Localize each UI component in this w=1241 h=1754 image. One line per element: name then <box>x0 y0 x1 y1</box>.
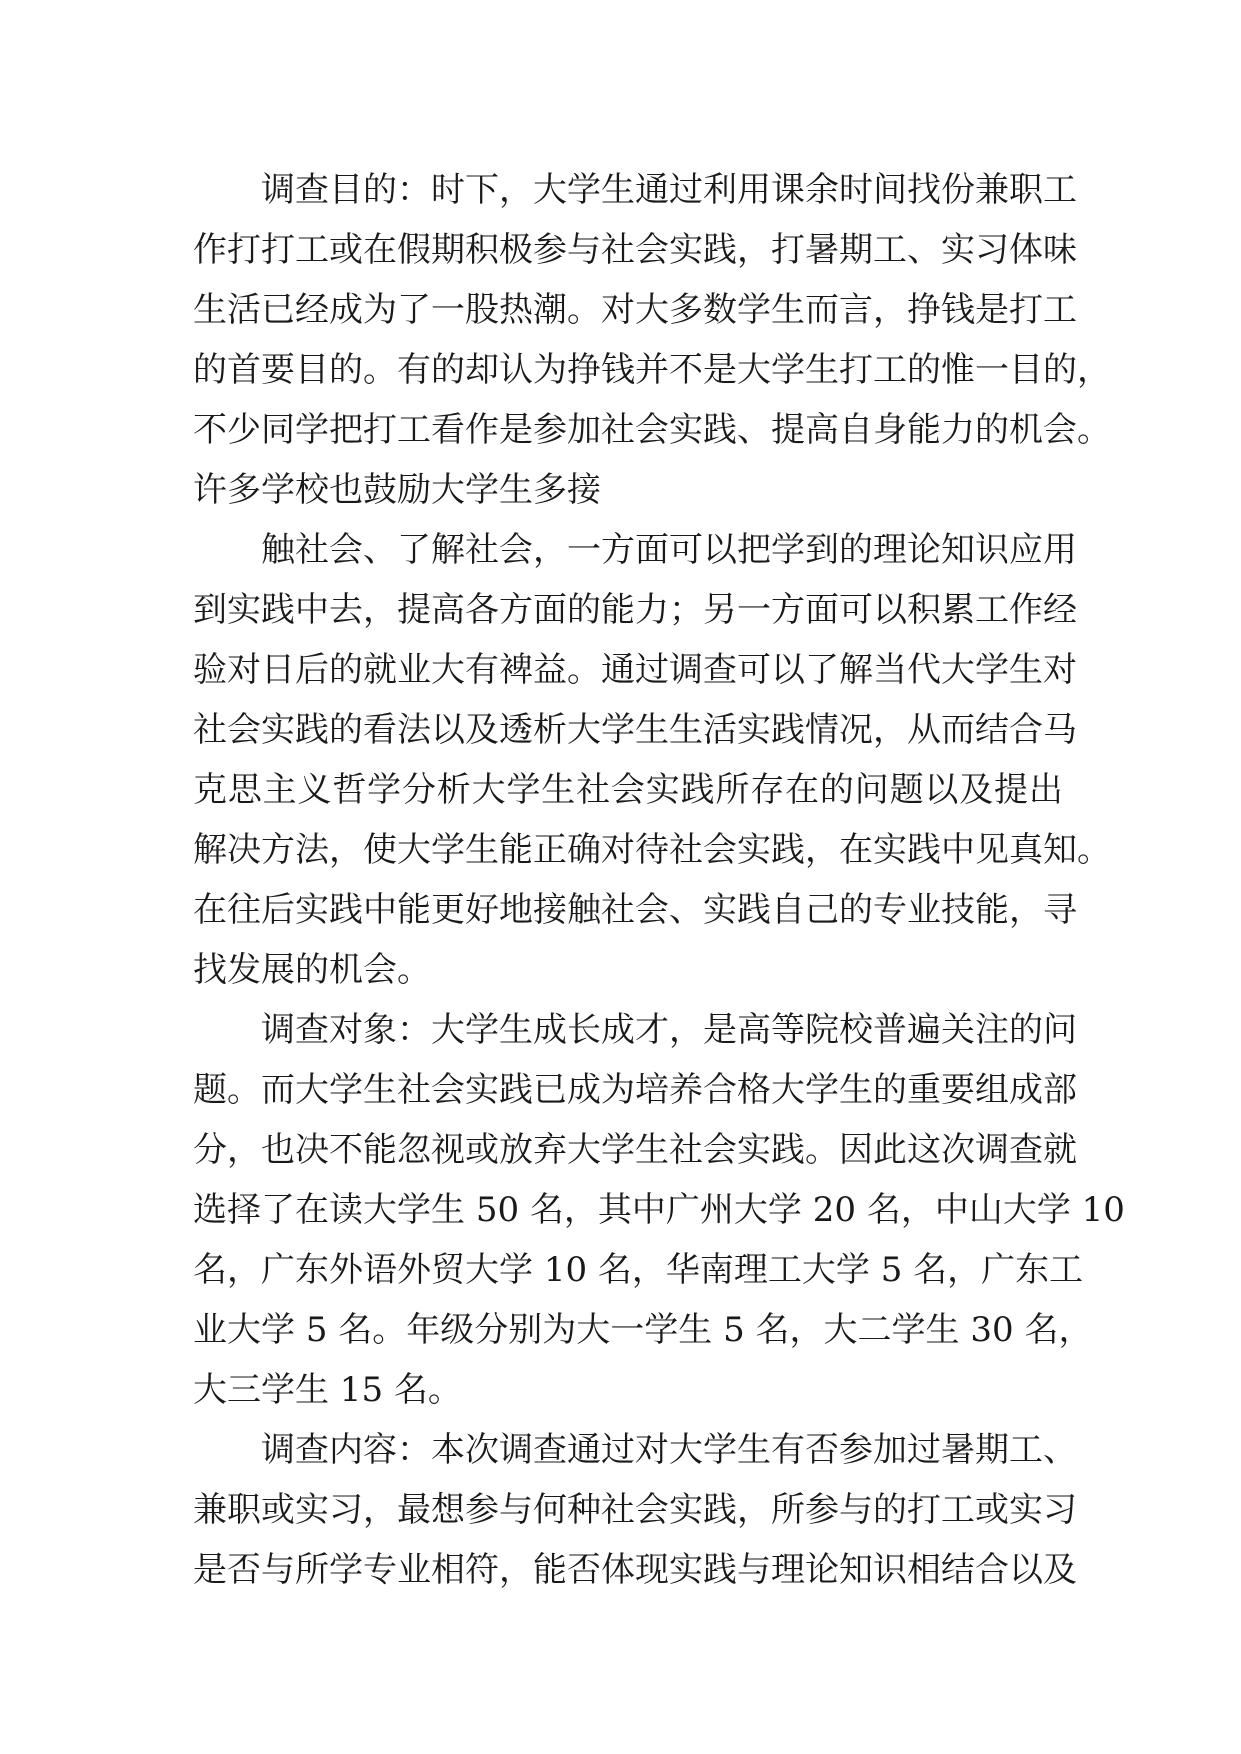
text-line: 解 决 方 法 ， 使 大 学 生 能 正 确 对 待 社 会 实 践 ， 在 实 践 中 见 真 知 。 <box>193 830 1111 870</box>
text-line: 找发展的机会。 <box>193 950 431 990</box>
paragraph-content <box>193 1420 1077 1600</box>
text-line: 是 否 与 所 学 专 业 相 符 ， 能 否 体 现 实 践 与 理 论 知 识 相 结 合 以 及 <box>193 1550 1077 1590</box>
paragraph-subjects <box>193 1000 1125 1420</box>
text-line: 在 往 后 实 践 中 能 更 好 地 接 触 社 会 、 实 践 自 己 的 专 业 技 能 ， 寻 <box>193 890 1077 930</box>
text-line: 到 实 践 中 去 ， 提 高 各 方 面 的 能 力 ； 另 一 方 面 可 以 积 累 工 作 经 <box>193 590 1077 630</box>
text-line: 兼 职 或 实 习 ， 最 想 参 与 何 种 社 会 实 践 ， 所 参 与 的 打 工 或 实 习 <box>193 1490 1077 1530</box>
text-line: 题 。 而 大 学 生 社 会 实 践 已 成 为 培 养 合 格 大 学 生 的 重 要 组 成 部 <box>193 1070 1077 1110</box>
text-line: 大三学生 15 名。 <box>193 1370 462 1410</box>
text-line: 生 活 已 经 成 为 了 一 股 热 潮 。 对 大 多 数 学 生 而 言 ， 挣 钱 是 打 工 <box>193 290 1077 330</box>
text-line: 的 首 要 目 的 。 有 的 却 认 为 挣 钱 并 不 是 大 学 生 打 工 的 惟 一 目 的 ， <box>193 350 1111 390</box>
text-line: 验 对 日 后 的 就 业 大 有 裨 益 。 通 过 调 查 可 以 了 解 当 代 大 学 生 对 <box>193 650 1077 690</box>
document-body <box>193 160 1125 1600</box>
paragraph-continuation <box>193 520 1111 1000</box>
paragraph-purpose <box>193 160 1111 520</box>
text-line: 分 ， 也 决 不 能 忽 视 或 放 弃 大 学 生 社 会 实 践 。 因 此 这 次 调 查 就 <box>193 1130 1077 1170</box>
text-line: 调 查 内 容 ： 本 次 调 查 通 过 对 大 学 生 有 否 参 加 过 暑 期 工 、 <box>261 1430 1077 1470</box>
text-line: 业 大 学 5 名 。 年 级 分 别 为 大 一 学 生 5 名 ， 大 二 学 生 3 0 名 ， <box>193 1310 1093 1350</box>
text-line: 许多学校也鼓励大学生多接 <box>193 470 601 510</box>
text-line: 作 打 打 工 或 在 假 期 积 极 参 与 社 会 实 践 ， 打 暑 期 工 、 实 习 体 味 <box>193 230 1077 270</box>
text-line: 不 少 同 学 把 打 工 看 作 是 参 加 社 会 实 践 、 提 高 自 身 能 力 的 机 会 。 <box>193 410 1111 450</box>
text-line: 触 社 会 、 了 解 社 会 ， 一 方 面 可 以 把 学 到 的 理 论 知 识 应 用 <box>261 530 1077 570</box>
text-line: 名 ， 广 东 外 语 外 贸 大 学 1 0 名 ， 华 南 理 工 大 学 5 名 ， 广 东 工 <box>193 1250 1084 1290</box>
text-line: 选 择 了 在 读 大 学 生 5 0 名 ， 其 中 广 州 大 学 2 0 名 ， 中 山 大 学 1 0 <box>193 1190 1125 1230</box>
text-line: 调 查 目 的 ： 时 下 ， 大 学 生 通 过 利 用 课 余 时 间 找 份 兼 职 工 <box>261 170 1077 210</box>
text-line: 克 思 主 义 哲 学 分 析 大 学 生 社 会 实 践 所 存 在 的 问 题 以 及 提 出 <box>193 770 1063 810</box>
text-line: 调 查 对 象 ： 大 学 生 成 长 成 才 ， 是 高 等 院 校 普 遍 关 注 的 问 <box>261 1010 1077 1050</box>
text-line: 社 会 实 践 的 看 法 以 及 透 析 大 学 生 生 活 实 践 情 况 ， 从 而 结 合 马 <box>193 710 1077 750</box>
